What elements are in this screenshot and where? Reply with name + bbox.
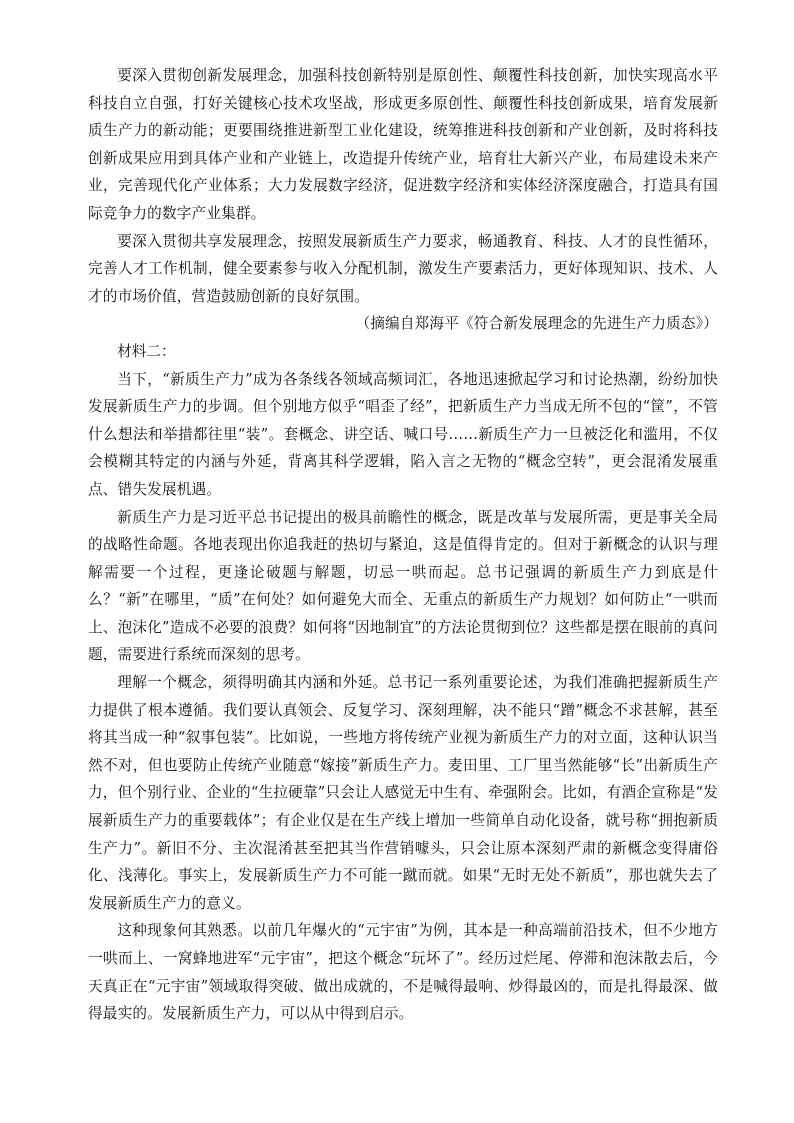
paragraph-sharing: 要深入贯彻共享发展理念，按照发展新质生产力要求，畅通教育、科技、人才的良性循环，完善人才工作机制，健全要素参与收入分配机制，激发生产要素活力，更好体现知识、技术、人才的市场价值，营造鼓励创新的良好氛围。: [88, 232, 718, 305]
paragraph-understanding: 理解一个概念，须得明确其内涵和外延。总书记一系列重要论述，为我们准确把握新质生产力提供了根本遵循。我们要认真领会、反复学习、深刻理解，决不能只“蹭”概念不求甚解，甚至将其当成一种“叙事包装”。比如说，一些地方将传统产业视为新质生产力的对立面，这种认识当然不对，但也要防止传统产业随意“嫁接”新质生产力。麦田里、工厂里当然能够“长”出新质生产力，但个别行业、企业的“生拉硬靠”只会让人感觉无中生有、牵强附会。比如，有酒企宣称是“发展新质生产力的重要载体”；有企业仅是在生产线上增加一些简单自动化设备，就号称“拥抱新质生产力”。新旧不分、主次混淆甚至把其当作营销噱头，只会让原本深刻严肃的新概念变得庸俗化、浅薄化。事实上，发展新质生产力不可能一蹴而就。如果“无时无处不新质”，那也就失去了发展新质生产力的意义。: [88, 674, 718, 912]
paragraph-metaverse: 这种现象何其熟悉。以前几年爆火的“元宇宙”为例，其本是一种高端前沿技术，但不少地方一哄而上、一窝蜂地进军“元宇宙”，把这个概念“玩坏了”。经历过烂尾、停滞和泡沫散去后，今天真正在“元宇宙”领域取得突破、做出成就的，不是喊得最响、炒得最凶的，而是扎得最深、做得最实的。发展新质生产力，可以从中得到启示。: [88, 922, 718, 1023]
document-page: [88, 62, 718, 1028]
source-citation: （摘编自郑海平《符合新发展理念的先进生产力质态》）: [355, 315, 718, 333]
material-heading: 材料二：: [117, 342, 176, 360]
paragraph-concept: 新质生产力是习近平总书记提出的极具前瞻性的概念，既是改革与发展所需，更是事关全局的战略性命题。各地表现出你追我赶的热切与紧迫，这是值得肯定的。但对于新概念的认识与理解需要一个过程，更逢论破题与解题，切忌一哄而起。总书记强调的新质生产力到底是什么？“新”在哪里，“质”在何处？如何避免大而全、无重点的新质生产力规划？如何防止“一哄而上、泡沫化”造成不必要的浪费？如何将“因地制宜”的方法论贯彻到位？这些都是摆在眼前的真问题，需要进行系统而深刻的思考。: [88, 508, 718, 664]
paragraph-current-situation: 当下，“新质生产力”成为各条线各领域高频词汇，各地迅速掀起学习和讨论热潮，纷纷加快发展新质生产力的步调。但个别地方似乎“唱歪了经”，把新质生产力当成无所不包的“筐”，不管什么想法和举措都往里“装”。套概念、讲空话、喊口号……新质生产力一旦被泛化和滥用，不仅会模糊其特定的内涵与外延，背离其科学逻辑，陷入言之无物的“概念空转”，更会混淆发展重点、错失发展机遇。: [88, 370, 718, 498]
paragraph-innovation: 要深入贯彻创新发展理念，加强科技创新特别是原创性、颠覆性科技创新，加快实现高水平科技自立自强，打好关键核心技术攻坚战，形成更多原创性、颠覆性科技创新成果，培育发展新质生产力的新动能；更要围绕推进新型工业化建设，统筹推进科技创新和产业创新，及时将科技创新成果应用到具体产业和产业链上，改造提升传统产业，培育壮大新兴产业，布局建设未来产业，完善现代化产业体系；大力发展数字经济，促进数字经济和实体经济深度融合，打造具有国际竞争力的数字产业集群。: [88, 67, 718, 222]
